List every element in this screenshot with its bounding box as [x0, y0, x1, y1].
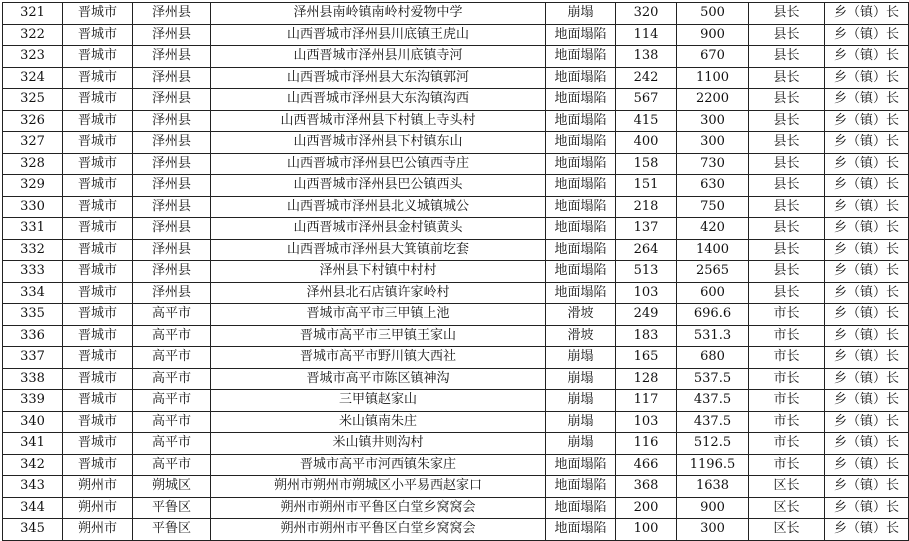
cell-county: 高平市 — [133, 325, 211, 347]
cell-city: 晋城市 — [63, 110, 133, 132]
table-row — [3, 239, 909, 261]
cell-row-number: 323 — [3, 46, 63, 68]
cell-county: 泽州县 — [133, 153, 211, 175]
cell-responsible-official: 县长 — [749, 261, 825, 283]
cell-location: 晋城市高平市陈区镇神沟 — [211, 368, 546, 390]
cell-hazard-type: 地面塌陷 — [546, 497, 616, 519]
cell-city: 晋城市 — [63, 46, 133, 68]
table-row — [3, 132, 909, 154]
cell-value-b: 300 — [677, 519, 749, 541]
cell-value-b: 900 — [677, 24, 749, 46]
cell-responsible-official: 县长 — [749, 132, 825, 154]
cell-row-number: 321 — [3, 3, 63, 25]
cell-township-official: 乡（镇）长 — [825, 390, 909, 412]
cell-location: 晋城市高平市三甲镇王家山 — [211, 325, 546, 347]
cell-location: 山西晋城市泽州县巴公镇西寺庄 — [211, 153, 546, 175]
cell-value-b: 750 — [677, 196, 749, 218]
cell-hazard-type: 地面塌陷 — [546, 239, 616, 261]
cell-row-number: 322 — [3, 24, 63, 46]
cell-township-official: 乡（镇）长 — [825, 175, 909, 197]
cell-city: 晋城市 — [63, 390, 133, 412]
cell-location: 泽州县北石店镇许家岭村 — [211, 282, 546, 304]
cell-township-official: 乡（镇）长 — [825, 497, 909, 519]
cell-county: 高平市 — [133, 304, 211, 326]
cell-township-official: 乡（镇）长 — [825, 24, 909, 46]
cell-responsible-official: 县长 — [749, 239, 825, 261]
cell-hazard-type: 地面塌陷 — [546, 24, 616, 46]
cell-row-number: 332 — [3, 239, 63, 261]
cell-row-number: 325 — [3, 89, 63, 111]
cell-city: 晋城市 — [63, 175, 133, 197]
cell-row-number: 342 — [3, 454, 63, 476]
cell-county: 泽州县 — [133, 132, 211, 154]
cell-value-a: 320 — [616, 3, 677, 25]
cell-city: 晋城市 — [63, 24, 133, 46]
cell-value-a: 128 — [616, 368, 677, 390]
cell-value-b: 437.5 — [677, 411, 749, 433]
cell-location: 朔州市朔州市平鲁区白堂乡窝窝会 — [211, 497, 546, 519]
cell-value-b: 1196.5 — [677, 454, 749, 476]
cell-responsible-official: 市长 — [749, 368, 825, 390]
cell-row-number: 339 — [3, 390, 63, 412]
table-row — [3, 3, 909, 25]
cell-location: 山西晋城市泽州县北义城镇城公 — [211, 196, 546, 218]
cell-township-official: 乡（镇）长 — [825, 519, 909, 541]
cell-township-official: 乡（镇）长 — [825, 347, 909, 369]
cell-responsible-official: 市长 — [749, 390, 825, 412]
cell-township-official: 乡（镇）长 — [825, 476, 909, 498]
cell-city: 晋城市 — [63, 89, 133, 111]
cell-location: 山西晋城市泽州县下村镇上寺头村 — [211, 110, 546, 132]
cell-value-a: 264 — [616, 239, 677, 261]
cell-location: 山西晋城市泽州县川底镇王虎山 — [211, 24, 546, 46]
cell-location: 晋城市高平市三甲镇上池 — [211, 304, 546, 326]
cell-value-a: 100 — [616, 519, 677, 541]
table-row — [3, 175, 909, 197]
cell-row-number: 345 — [3, 519, 63, 541]
cell-value-a: 242 — [616, 67, 677, 89]
cell-township-official: 乡（镇）长 — [825, 89, 909, 111]
cell-county: 泽州县 — [133, 196, 211, 218]
table-row — [3, 390, 909, 412]
cell-city: 晋城市 — [63, 325, 133, 347]
cell-responsible-official: 县长 — [749, 110, 825, 132]
cell-county: 泽州县 — [133, 3, 211, 25]
cell-value-a: 158 — [616, 153, 677, 175]
table-row — [3, 433, 909, 455]
cell-hazard-type: 地面塌陷 — [546, 132, 616, 154]
cell-responsible-official: 市长 — [749, 454, 825, 476]
cell-value-a: 466 — [616, 454, 677, 476]
table-row — [3, 454, 909, 476]
cell-responsible-official: 县长 — [749, 3, 825, 25]
cell-value-a: 513 — [616, 261, 677, 283]
cell-location: 山西晋城市泽州县大东沟镇郭河 — [211, 67, 546, 89]
cell-row-number: 329 — [3, 175, 63, 197]
cell-county: 高平市 — [133, 347, 211, 369]
cell-city: 晋城市 — [63, 282, 133, 304]
cell-township-official: 乡（镇）长 — [825, 433, 909, 455]
cell-value-b: 531.3 — [677, 325, 749, 347]
cell-responsible-official: 县长 — [749, 196, 825, 218]
cell-value-b: 670 — [677, 46, 749, 68]
cell-county: 平鲁区 — [133, 519, 211, 541]
cell-city: 晋城市 — [63, 196, 133, 218]
cell-township-official: 乡（镇）长 — [825, 196, 909, 218]
cell-value-b: 300 — [677, 110, 749, 132]
cell-value-b: 420 — [677, 218, 749, 240]
table-row — [3, 153, 909, 175]
cell-location: 山西晋城市泽州县下村镇东山 — [211, 132, 546, 154]
cell-row-number: 335 — [3, 304, 63, 326]
cell-county: 高平市 — [133, 411, 211, 433]
cell-city: 晋城市 — [63, 433, 133, 455]
cell-value-b: 2200 — [677, 89, 749, 111]
table-row — [3, 476, 909, 498]
cell-value-a: 249 — [616, 304, 677, 326]
cell-value-a: 116 — [616, 433, 677, 455]
cell-township-official: 乡（镇）长 — [825, 46, 909, 68]
cell-hazard-type: 地面塌陷 — [546, 46, 616, 68]
cell-county: 泽州县 — [133, 67, 211, 89]
cell-responsible-official: 县长 — [749, 67, 825, 89]
cell-county: 高平市 — [133, 368, 211, 390]
cell-value-a: 114 — [616, 24, 677, 46]
table-row — [3, 519, 909, 541]
cell-city: 晋城市 — [63, 368, 133, 390]
cell-hazard-type: 地面塌陷 — [546, 282, 616, 304]
cell-county: 泽州县 — [133, 110, 211, 132]
cell-value-a: 103 — [616, 411, 677, 433]
cell-row-number: 327 — [3, 132, 63, 154]
cell-value-b: 512.5 — [677, 433, 749, 455]
cell-row-number: 338 — [3, 368, 63, 390]
cell-city: 晋城市 — [63, 153, 133, 175]
cell-hazard-type: 崩塌 — [546, 433, 616, 455]
table-row — [3, 282, 909, 304]
cell-township-official: 乡（镇）长 — [825, 3, 909, 25]
table-row — [3, 218, 909, 240]
cell-county: 高平市 — [133, 454, 211, 476]
table-row — [3, 196, 909, 218]
cell-township-official: 乡（镇）长 — [825, 368, 909, 390]
cell-hazard-type: 滑坡 — [546, 304, 616, 326]
table-row — [3, 261, 909, 283]
cell-township-official: 乡（镇）长 — [825, 67, 909, 89]
cell-county: 泽州县 — [133, 218, 211, 240]
cell-hazard-type: 崩塌 — [546, 347, 616, 369]
table-row — [3, 304, 909, 326]
cell-row-number: 340 — [3, 411, 63, 433]
cell-county: 泽州县 — [133, 24, 211, 46]
cell-responsible-official: 县长 — [749, 24, 825, 46]
cell-hazard-type: 滑坡 — [546, 325, 616, 347]
cell-city: 晋城市 — [63, 218, 133, 240]
cell-city: 晋城市 — [63, 3, 133, 25]
cell-location: 山西晋城市泽州县大箕镇前圪套 — [211, 239, 546, 261]
cell-hazard-type: 地面塌陷 — [546, 476, 616, 498]
cell-hazard-type: 地面塌陷 — [546, 175, 616, 197]
cell-value-b: 437.5 — [677, 390, 749, 412]
cell-city: 朔州市 — [63, 497, 133, 519]
cell-value-a: 183 — [616, 325, 677, 347]
cell-value-a: 368 — [616, 476, 677, 498]
cell-county: 高平市 — [133, 433, 211, 455]
cell-row-number: 331 — [3, 218, 63, 240]
cell-location: 泽州县下村镇中村村 — [211, 261, 546, 283]
cell-responsible-official: 县长 — [749, 175, 825, 197]
cell-location: 米山镇南朱庄 — [211, 411, 546, 433]
cell-responsible-official: 区长 — [749, 497, 825, 519]
cell-township-official: 乡（镇）长 — [825, 325, 909, 347]
cell-hazard-type: 地面塌陷 — [546, 110, 616, 132]
cell-location: 山西晋城市泽州县金村镇黄头 — [211, 218, 546, 240]
table-row — [3, 110, 909, 132]
cell-hazard-type: 崩塌 — [546, 3, 616, 25]
cell-value-b: 680 — [677, 347, 749, 369]
cell-hazard-type: 地面塌陷 — [546, 89, 616, 111]
cell-location: 朔州市朔州市朔城区小平易西赵家口 — [211, 476, 546, 498]
cell-city: 朔州市 — [63, 476, 133, 498]
cell-value-b: 730 — [677, 153, 749, 175]
cell-value-a: 567 — [616, 89, 677, 111]
table-row — [3, 67, 909, 89]
cell-value-b: 1100 — [677, 67, 749, 89]
cell-location: 山西晋城市泽州县巴公镇西头 — [211, 175, 546, 197]
table-row — [3, 325, 909, 347]
cell-row-number: 333 — [3, 261, 63, 283]
cell-location: 朔州市朔州市平鲁区白堂乡窝窝会 — [211, 519, 546, 541]
cell-township-official: 乡（镇）长 — [825, 261, 909, 283]
cell-value-b: 630 — [677, 175, 749, 197]
cell-township-official: 乡（镇）长 — [825, 132, 909, 154]
cell-county: 高平市 — [133, 390, 211, 412]
cell-row-number: 334 — [3, 282, 63, 304]
table-row — [3, 368, 909, 390]
cell-value-b: 600 — [677, 282, 749, 304]
cell-responsible-official: 市长 — [749, 304, 825, 326]
cell-city: 晋城市 — [63, 304, 133, 326]
cell-row-number: 341 — [3, 433, 63, 455]
cell-location: 米山镇井则沟村 — [211, 433, 546, 455]
cell-city: 晋城市 — [63, 347, 133, 369]
table-row — [3, 24, 909, 46]
cell-value-a: 138 — [616, 46, 677, 68]
cell-value-b: 500 — [677, 3, 749, 25]
cell-value-a: 165 — [616, 347, 677, 369]
cell-city: 朔州市 — [63, 519, 133, 541]
cell-township-official: 乡（镇）长 — [825, 304, 909, 326]
cell-responsible-official: 市长 — [749, 433, 825, 455]
cell-responsible-official: 县长 — [749, 153, 825, 175]
cell-county: 泽州县 — [133, 282, 211, 304]
cell-location: 山西晋城市泽州县大东沟镇沟西 — [211, 89, 546, 111]
cell-responsible-official: 县长 — [749, 218, 825, 240]
cell-city: 晋城市 — [63, 411, 133, 433]
cell-value-a: 200 — [616, 497, 677, 519]
cell-value-a: 218 — [616, 196, 677, 218]
cell-row-number: 337 — [3, 347, 63, 369]
cell-value-b: 1638 — [677, 476, 749, 498]
cell-responsible-official: 县长 — [749, 46, 825, 68]
cell-hazard-type: 崩塌 — [546, 411, 616, 433]
cell-responsible-official: 市长 — [749, 411, 825, 433]
cell-row-number: 330 — [3, 196, 63, 218]
cell-row-number: 328 — [3, 153, 63, 175]
cell-city: 晋城市 — [63, 239, 133, 261]
cell-responsible-official: 市长 — [749, 347, 825, 369]
cell-county: 泽州县 — [133, 261, 211, 283]
cell-city: 晋城市 — [63, 261, 133, 283]
cell-value-b: 900 — [677, 497, 749, 519]
cell-value-b: 300 — [677, 132, 749, 154]
cell-county: 朔城区 — [133, 476, 211, 498]
cell-location: 泽州县南岭镇南岭村爱物中学 — [211, 3, 546, 25]
cell-hazard-type: 地面塌陷 — [546, 519, 616, 541]
cell-hazard-type: 崩塌 — [546, 390, 616, 412]
cell-responsible-official: 县长 — [749, 89, 825, 111]
cell-township-official: 乡（镇）长 — [825, 239, 909, 261]
cell-value-b: 696.6 — [677, 304, 749, 326]
cell-city: 晋城市 — [63, 67, 133, 89]
cell-county: 泽州县 — [133, 46, 211, 68]
hazard-table — [2, 2, 909, 541]
cell-responsible-official: 县长 — [749, 282, 825, 304]
cell-city: 晋城市 — [63, 132, 133, 154]
cell-value-b: 1400 — [677, 239, 749, 261]
cell-township-official: 乡（镇）长 — [825, 218, 909, 240]
table-row — [3, 411, 909, 433]
cell-location: 三甲镇赵家山 — [211, 390, 546, 412]
cell-value-b: 2565 — [677, 261, 749, 283]
cell-responsible-official: 市长 — [749, 325, 825, 347]
cell-hazard-type: 地面塌陷 — [546, 67, 616, 89]
cell-value-a: 103 — [616, 282, 677, 304]
cell-location: 山西晋城市泽州县川底镇寺河 — [211, 46, 546, 68]
cell-value-a: 117 — [616, 390, 677, 412]
cell-county: 泽州县 — [133, 89, 211, 111]
cell-township-official: 乡（镇）长 — [825, 411, 909, 433]
cell-hazard-type: 地面塌陷 — [546, 196, 616, 218]
cell-county: 泽州县 — [133, 175, 211, 197]
cell-county: 泽州县 — [133, 239, 211, 261]
cell-hazard-type: 地面塌陷 — [546, 153, 616, 175]
cell-value-b: 537.5 — [677, 368, 749, 390]
cell-hazard-type: 崩塌 — [546, 368, 616, 390]
cell-city: 晋城市 — [63, 454, 133, 476]
cell-hazard-type: 地面塌陷 — [546, 454, 616, 476]
cell-row-number: 336 — [3, 325, 63, 347]
table-row — [3, 89, 909, 111]
cell-value-a: 137 — [616, 218, 677, 240]
cell-value-a: 415 — [616, 110, 677, 132]
cell-location: 晋城市高平市野川镇大西社 — [211, 347, 546, 369]
cell-location: 晋城市高平市河西镇朱家庄 — [211, 454, 546, 476]
table-row — [3, 497, 909, 519]
cell-county: 平鲁区 — [133, 497, 211, 519]
table-body — [3, 3, 909, 541]
cell-row-number: 343 — [3, 476, 63, 498]
cell-township-official: 乡（镇）长 — [825, 110, 909, 132]
cell-hazard-type: 地面塌陷 — [546, 261, 616, 283]
table-row — [3, 347, 909, 369]
cell-row-number: 324 — [3, 67, 63, 89]
table-row — [3, 46, 909, 68]
cell-township-official: 乡（镇）长 — [825, 153, 909, 175]
cell-township-official: 乡（镇）长 — [825, 282, 909, 304]
cell-hazard-type: 地面塌陷 — [546, 218, 616, 240]
cell-value-a: 400 — [616, 132, 677, 154]
cell-responsible-official: 区长 — [749, 519, 825, 541]
cell-row-number: 344 — [3, 497, 63, 519]
cell-row-number: 326 — [3, 110, 63, 132]
cell-value-a: 151 — [616, 175, 677, 197]
cell-township-official: 乡（镇）长 — [825, 454, 909, 476]
cell-responsible-official: 区长 — [749, 476, 825, 498]
